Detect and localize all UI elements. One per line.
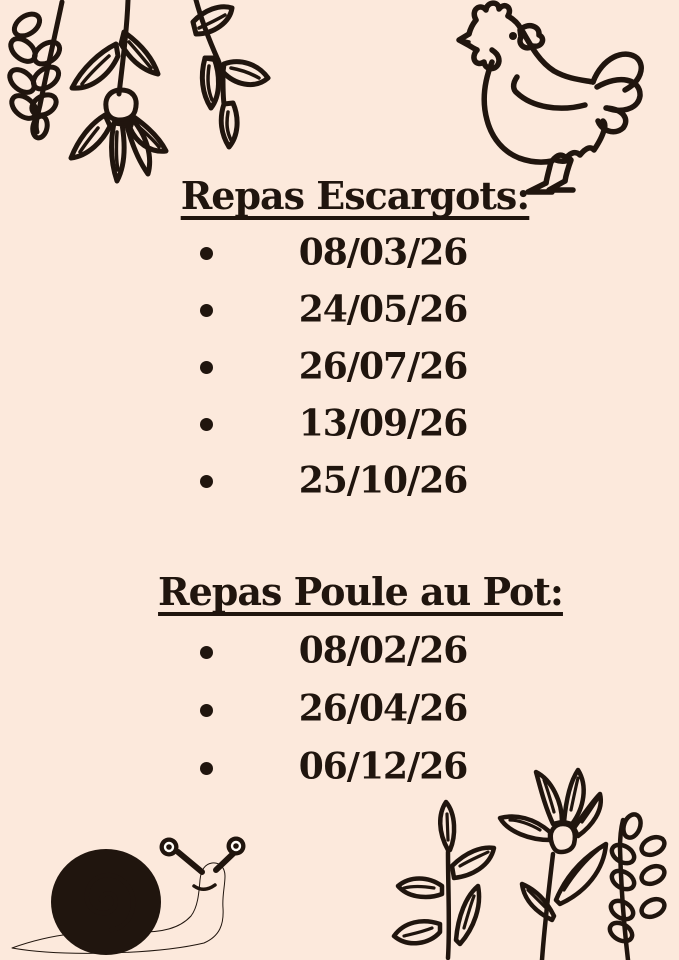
date-value: 06/12/26	[298, 745, 468, 788]
escargots-section-title: Repas Escargots:	[180, 173, 530, 218]
escargots-date-list	[0, 225, 679, 510]
bullet-icon	[200, 475, 213, 488]
list-item	[0, 681, 679, 739]
list-item	[0, 225, 679, 282]
wildflowers-icon	[390, 756, 679, 960]
bullet-icon	[200, 646, 213, 659]
list-item	[0, 453, 679, 510]
bullet-icon	[200, 361, 213, 374]
date-value: 26/07/26	[298, 345, 468, 388]
bullet-icon	[200, 762, 213, 775]
snail-icon	[8, 830, 258, 960]
hanging-leaves-icon	[0, 0, 285, 195]
list-item	[0, 282, 679, 339]
bullet-icon	[200, 704, 213, 717]
date-value: 08/02/26	[298, 629, 468, 672]
bullet-icon	[200, 247, 213, 260]
bullet-icon	[200, 418, 213, 431]
date-value: 08/03/26	[298, 231, 468, 274]
date-value: 13/09/26	[298, 402, 468, 445]
hen-icon	[456, 0, 656, 200]
poule-au-pot-section-title: Repas Poule au Pot:	[158, 569, 563, 614]
bullet-icon	[200, 304, 213, 317]
list-item	[0, 623, 679, 681]
date-value: 24/05/26	[298, 288, 468, 331]
list-item	[0, 396, 679, 453]
date-value: 25/10/26	[298, 459, 468, 502]
list-item	[0, 339, 679, 396]
date-value: 26/04/26	[298, 687, 468, 730]
